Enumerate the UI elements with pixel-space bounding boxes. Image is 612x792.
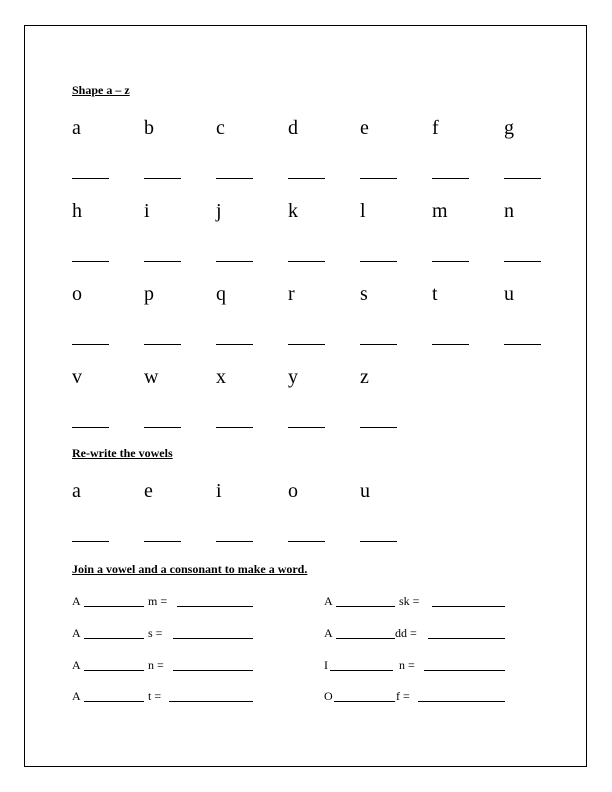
writing-blank[interactable] xyxy=(432,178,469,179)
join-blank[interactable] xyxy=(84,701,144,702)
writing-blank[interactable] xyxy=(144,344,181,345)
writing-blank[interactable] xyxy=(144,541,181,542)
letter: x xyxy=(216,366,226,388)
letter: p xyxy=(144,283,154,305)
join-heading: Join a vowel and a consonant to make a word. xyxy=(72,562,308,576)
writing-blank[interactable] xyxy=(360,261,397,262)
join-blank[interactable] xyxy=(330,670,393,671)
join-start: A xyxy=(72,626,81,640)
writing-blank[interactable] xyxy=(360,541,397,542)
writing-blank[interactable] xyxy=(288,344,325,345)
writing-blank[interactable] xyxy=(288,178,325,179)
vowel-letter: e xyxy=(144,480,153,502)
writing-blank[interactable] xyxy=(504,344,541,345)
join-start: A xyxy=(72,658,81,672)
letter: b xyxy=(144,117,154,139)
join-blank[interactable] xyxy=(84,670,144,671)
letter: h xyxy=(72,200,82,222)
join-start: A xyxy=(72,689,81,703)
letter: v xyxy=(72,366,82,388)
writing-blank[interactable] xyxy=(288,541,325,542)
join-end: dd = xyxy=(395,626,417,640)
answer-blank[interactable] xyxy=(424,670,505,671)
page-border xyxy=(24,25,587,767)
letter: e xyxy=(360,117,369,139)
join-end: n = xyxy=(399,658,415,672)
writing-blank[interactable] xyxy=(432,261,469,262)
letter: t xyxy=(432,283,438,305)
letter: j xyxy=(216,200,222,222)
writing-blank[interactable] xyxy=(144,261,181,262)
answer-blank[interactable] xyxy=(432,606,505,607)
vowel-letter: u xyxy=(360,480,370,502)
writing-blank[interactable] xyxy=(72,344,109,345)
writing-blank[interactable] xyxy=(504,178,541,179)
answer-blank[interactable] xyxy=(177,606,253,607)
letter: c xyxy=(216,117,225,139)
letter: m xyxy=(432,200,448,222)
writing-blank[interactable] xyxy=(360,178,397,179)
writing-blank[interactable] xyxy=(216,427,253,428)
answer-blank[interactable] xyxy=(169,701,253,702)
writing-blank[interactable] xyxy=(360,427,397,428)
join-blank[interactable] xyxy=(84,606,144,607)
vowels-heading: Re-write the vowels xyxy=(72,446,173,460)
join-start: I xyxy=(324,658,328,672)
writing-blank[interactable] xyxy=(216,261,253,262)
writing-blank[interactable] xyxy=(72,178,109,179)
answer-blank[interactable] xyxy=(428,638,505,639)
writing-blank[interactable] xyxy=(288,427,325,428)
join-blank[interactable] xyxy=(336,606,395,607)
letter: k xyxy=(288,200,298,222)
vowel-letter: i xyxy=(216,480,222,502)
join-blank[interactable] xyxy=(334,701,395,702)
letter: d xyxy=(288,117,298,139)
join-end: t = xyxy=(148,689,162,703)
writing-blank[interactable] xyxy=(432,344,469,345)
letter: i xyxy=(144,200,150,222)
answer-blank[interactable] xyxy=(173,638,253,639)
letter: a xyxy=(72,117,81,139)
letter: u xyxy=(504,283,514,305)
join-start: A xyxy=(324,594,333,608)
letter: o xyxy=(72,283,82,305)
writing-blank[interactable] xyxy=(72,427,109,428)
shape-heading: Shape a – z xyxy=(72,83,130,97)
join-start: O xyxy=(324,689,333,703)
join-end: sk = xyxy=(399,594,420,608)
join-blank[interactable] xyxy=(336,638,395,639)
join-blank[interactable] xyxy=(84,638,144,639)
join-start: A xyxy=(72,594,81,608)
letter: f xyxy=(432,117,439,139)
letter: g xyxy=(504,117,514,139)
letter: y xyxy=(288,366,298,388)
writing-blank[interactable] xyxy=(360,344,397,345)
writing-blank[interactable] xyxy=(144,427,181,428)
writing-blank[interactable] xyxy=(216,344,253,345)
letter: r xyxy=(288,283,295,305)
letter: l xyxy=(360,200,366,222)
writing-blank[interactable] xyxy=(72,541,109,542)
writing-blank[interactable] xyxy=(504,261,541,262)
letter: s xyxy=(360,283,368,305)
join-end: s = xyxy=(148,626,163,640)
letter: q xyxy=(216,283,226,305)
letter: z xyxy=(360,366,369,388)
writing-blank[interactable] xyxy=(144,178,181,179)
join-start: A xyxy=(324,626,333,640)
vowel-letter: a xyxy=(72,480,81,502)
join-end: n = xyxy=(148,658,164,672)
letter: w xyxy=(144,366,159,388)
answer-blank[interactable] xyxy=(418,701,505,702)
join-end: f = xyxy=(396,689,410,703)
writing-blank[interactable] xyxy=(216,541,253,542)
join-end: m = xyxy=(148,594,168,608)
vowel-letter: o xyxy=(288,480,298,502)
writing-blank[interactable] xyxy=(72,261,109,262)
letter: n xyxy=(504,200,514,222)
writing-blank[interactable] xyxy=(288,261,325,262)
answer-blank[interactable] xyxy=(173,670,253,671)
writing-blank[interactable] xyxy=(216,178,253,179)
